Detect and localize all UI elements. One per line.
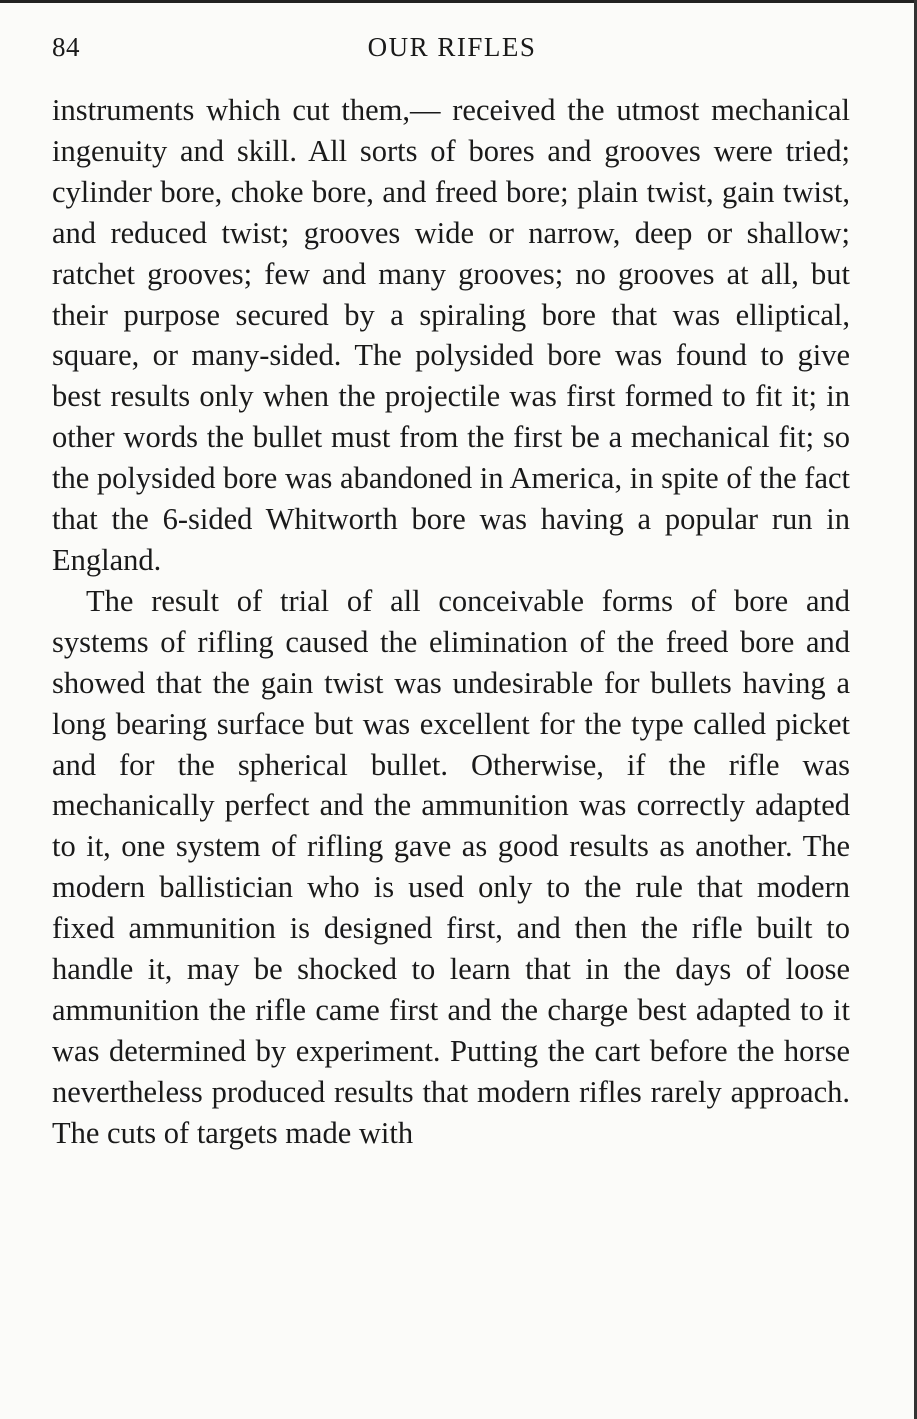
running-title: OUR RIFLES xyxy=(367,32,537,62)
paragraph-continued: instruments which cut them,— received the utmost mechanical ingenuity and skill. All sorts of bores and grooves were tried; cylinder bore, choke bore, and freed bore; plain twist, gain twist, and reduced twist; grooves wide or narrow, deep or shallow; ratchet grooves; few and many grooves; no grooves at all, but their purpose secured by a spiraling bore that was elliptical, square, or many-sided. The polysided bore was found to give best results only when the projectile was first formed to fit it; in other words the bullet must from the first be a mechanical fit; so the polysided bore was abandoned in America, in spite of the fact that the 6-sided Whitworth bore was having a popular run in England. xyxy=(52,93,850,577)
page-top-edge xyxy=(0,0,917,3)
page-header xyxy=(52,32,852,72)
page-number: 84 xyxy=(52,32,80,62)
paragraph: The result of trial of all conceivable forms of bore and systems of rifling caused the elimination of the freed bore and showed that the gain twist was undesirable for bullets having a long bearing surface but was excellent for the type called picket and for the spherical bullet. Otherwise, if the rifle was mechanically perfect and the ammunition was correctly adapted to it, one system of rifling gave as good results as another. The modern ballistician who is used only to the rule that modern fixed ammunition is designed first, and then the rifle built to handle it, may be shocked to learn that in the days of loose ammunition the rifle came first and the charge best adapted to it was determined by experiment. Putting the cart before the horse nevertheless produced results that modern rifles rarely approach. The cuts of targets made with xyxy=(52,583,850,1150)
body-text xyxy=(52,90,850,1154)
